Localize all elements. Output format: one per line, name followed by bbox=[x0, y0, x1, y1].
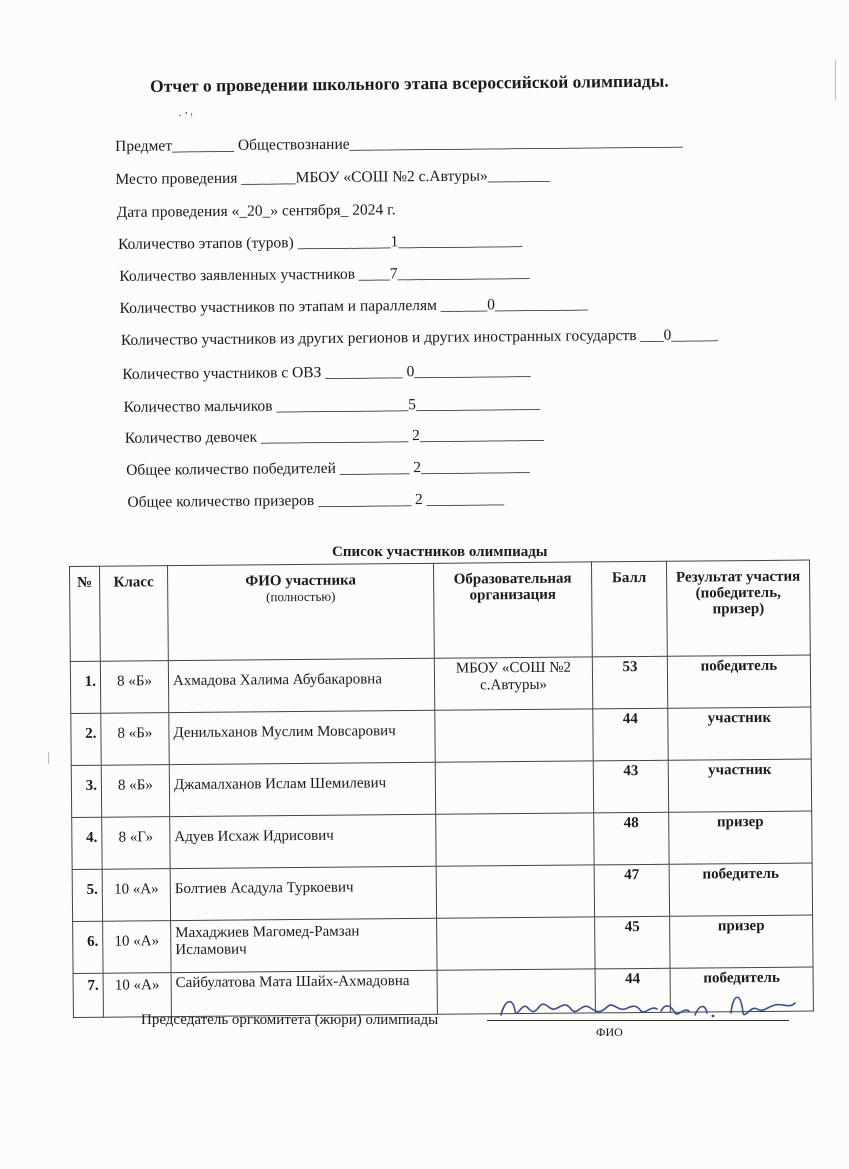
info-label: Количество участников из других регионов и других иностранных государств bbox=[120, 327, 637, 349]
row-result: призер bbox=[670, 915, 813, 968]
info-value: __________ 0_______________ bbox=[321, 362, 531, 382]
row-score: 43 bbox=[593, 760, 668, 813]
info-label: Дата проведения bbox=[116, 202, 228, 221]
info-line-ovz bbox=[122, 362, 531, 384]
info-label: Количество мальчиков bbox=[123, 397, 273, 416]
info-line-stages bbox=[118, 232, 522, 254]
info-line-other-regions bbox=[121, 326, 718, 350]
info-line-prizewinners bbox=[127, 490, 504, 512]
row-fio: Сайбулатова Мата Шайх-Ахмадовна bbox=[171, 970, 437, 1016]
info-value: ____7_________________ bbox=[354, 264, 530, 283]
info-label: Количество участников по этапам и параллелям bbox=[119, 296, 437, 317]
header-result: Результат участия (победитель, призер) bbox=[666, 560, 810, 656]
row-num: 2. bbox=[71, 713, 101, 765]
row-result: победитель bbox=[670, 967, 813, 1012]
chairman-signature-label: Председатель оргкомитета (жюри) олимпиады bbox=[141, 1012, 439, 1028]
info-line-parallels bbox=[120, 295, 589, 317]
info-line-date bbox=[117, 201, 396, 222]
info-value: «_20_» сентября_ 2024 г. bbox=[227, 201, 396, 220]
participants-table bbox=[69, 560, 814, 1018]
row-num: 7. bbox=[73, 973, 103, 1017]
row-num: 3. bbox=[71, 765, 101, 817]
info-line-declared bbox=[119, 264, 529, 286]
row-class: 8 «Б» bbox=[101, 765, 169, 818]
info-label: Количество девочек bbox=[124, 428, 258, 447]
row-score: 44 bbox=[595, 968, 670, 1013]
row-fio: Ахмадова Халима Абубакаровна bbox=[168, 658, 434, 712]
row-org bbox=[436, 813, 594, 866]
row-result: участник bbox=[668, 759, 811, 812]
info-line-boys bbox=[124, 395, 540, 417]
table-row bbox=[71, 759, 811, 817]
row-class: 10 «А» bbox=[103, 921, 171, 974]
table-row bbox=[72, 811, 812, 869]
header-class: Класс bbox=[100, 566, 169, 662]
row-class: 10 «А» bbox=[102, 869, 170, 922]
row-org bbox=[437, 917, 595, 970]
header-org: Образовательная организация bbox=[433, 562, 592, 658]
participants-table-wrapper bbox=[69, 560, 813, 1018]
row-result: победитель bbox=[667, 655, 810, 708]
row-score: 45 bbox=[595, 916, 670, 969]
row-class: 8 «Г» bbox=[102, 817, 170, 870]
info-label: Общее количество победителей bbox=[126, 459, 336, 479]
info-label: Место проведения ______ bbox=[115, 169, 288, 188]
signature-fio-caption: ФИО bbox=[596, 1025, 623, 1039]
participants-list-title: Список участников олимпиады bbox=[332, 544, 548, 560]
row-score: 47 bbox=[594, 864, 669, 917]
info-label: Предмет________ bbox=[115, 136, 235, 155]
row-score: 53 bbox=[592, 656, 667, 709]
header-fio-label: ФИО участника bbox=[245, 572, 357, 590]
scan-artifact: · ʼ ᵎ bbox=[178, 110, 193, 122]
table-row bbox=[72, 863, 812, 921]
scan-artifact bbox=[835, 60, 836, 100]
info-label: Количество участников с ОВЗ bbox=[122, 364, 322, 383]
row-org bbox=[436, 865, 594, 918]
info-label: Количество этапов (туров) bbox=[117, 234, 294, 253]
row-result: призер bbox=[669, 811, 812, 864]
row-score: 44 bbox=[593, 708, 668, 761]
row-class: 8 «Б» bbox=[101, 713, 169, 766]
row-fio: Джамалханов Ислам Шемилевич bbox=[169, 762, 435, 816]
info-value: ___0______ bbox=[636, 326, 718, 345]
info-value: Обществознание___________________________________________ bbox=[233, 132, 683, 154]
info-value: ______0____________ bbox=[436, 295, 589, 314]
info-label: Количество заявленных участников bbox=[119, 265, 356, 285]
info-line-winners bbox=[126, 458, 530, 480]
row-num: 6. bbox=[73, 921, 103, 973]
report-title: Отчет о проведении школьного этапа всероссийской олимпиады. bbox=[150, 70, 669, 96]
handwritten-signature bbox=[495, 985, 800, 1027]
info-value: _________________5________________ bbox=[272, 394, 540, 415]
row-num: 1. bbox=[70, 661, 100, 713]
row-fio: Болтиев Асадула Туркоевич bbox=[170, 866, 436, 920]
info-value: _МБОУ «СОШ №2 с.Автуры»________ bbox=[287, 166, 550, 187]
table-row bbox=[73, 915, 813, 973]
info-line-venue bbox=[115, 167, 549, 189]
row-class: 8 «Б» bbox=[100, 661, 168, 714]
info-value: ___________________ 2________________ bbox=[257, 425, 544, 446]
row-org bbox=[435, 761, 593, 814]
row-fio: Махаджиев Магомед-Рамзан Исламович bbox=[171, 918, 437, 972]
row-num: 4. bbox=[72, 817, 102, 869]
info-value: ____________ 2 __________ bbox=[314, 490, 505, 510]
row-result: участник bbox=[668, 707, 811, 760]
table-row bbox=[70, 655, 810, 713]
info-value: ____________1________________ bbox=[293, 232, 523, 252]
row-score: 48 bbox=[594, 812, 669, 865]
row-fio: Денильханов Муслим Мовсарович bbox=[169, 710, 435, 764]
header-num: № bbox=[70, 566, 101, 661]
row-org bbox=[435, 709, 593, 762]
table-header-row bbox=[70, 560, 811, 661]
header-fio bbox=[168, 563, 435, 660]
info-label: Общее количество призеров bbox=[127, 492, 315, 511]
row-fio: Адуев Исхаж Идрисович bbox=[170, 814, 436, 868]
info-value: _________ 2______________ bbox=[335, 458, 530, 477]
row-result: победитель bbox=[669, 863, 812, 916]
header-fio-sub: (полностью) bbox=[266, 588, 336, 605]
row-num: 5. bbox=[72, 869, 102, 921]
table-row bbox=[71, 707, 811, 765]
scan-artifact bbox=[48, 752, 49, 764]
row-org: МБОУ «СОШ №2 с.Автуры» bbox=[434, 657, 592, 710]
header-score: Балл bbox=[591, 561, 667, 657]
row-class: 10 «А» bbox=[103, 973, 171, 1018]
info-line-subject bbox=[115, 133, 683, 156]
report-info-block bbox=[115, 132, 775, 511]
info-line-girls bbox=[125, 426, 544, 448]
